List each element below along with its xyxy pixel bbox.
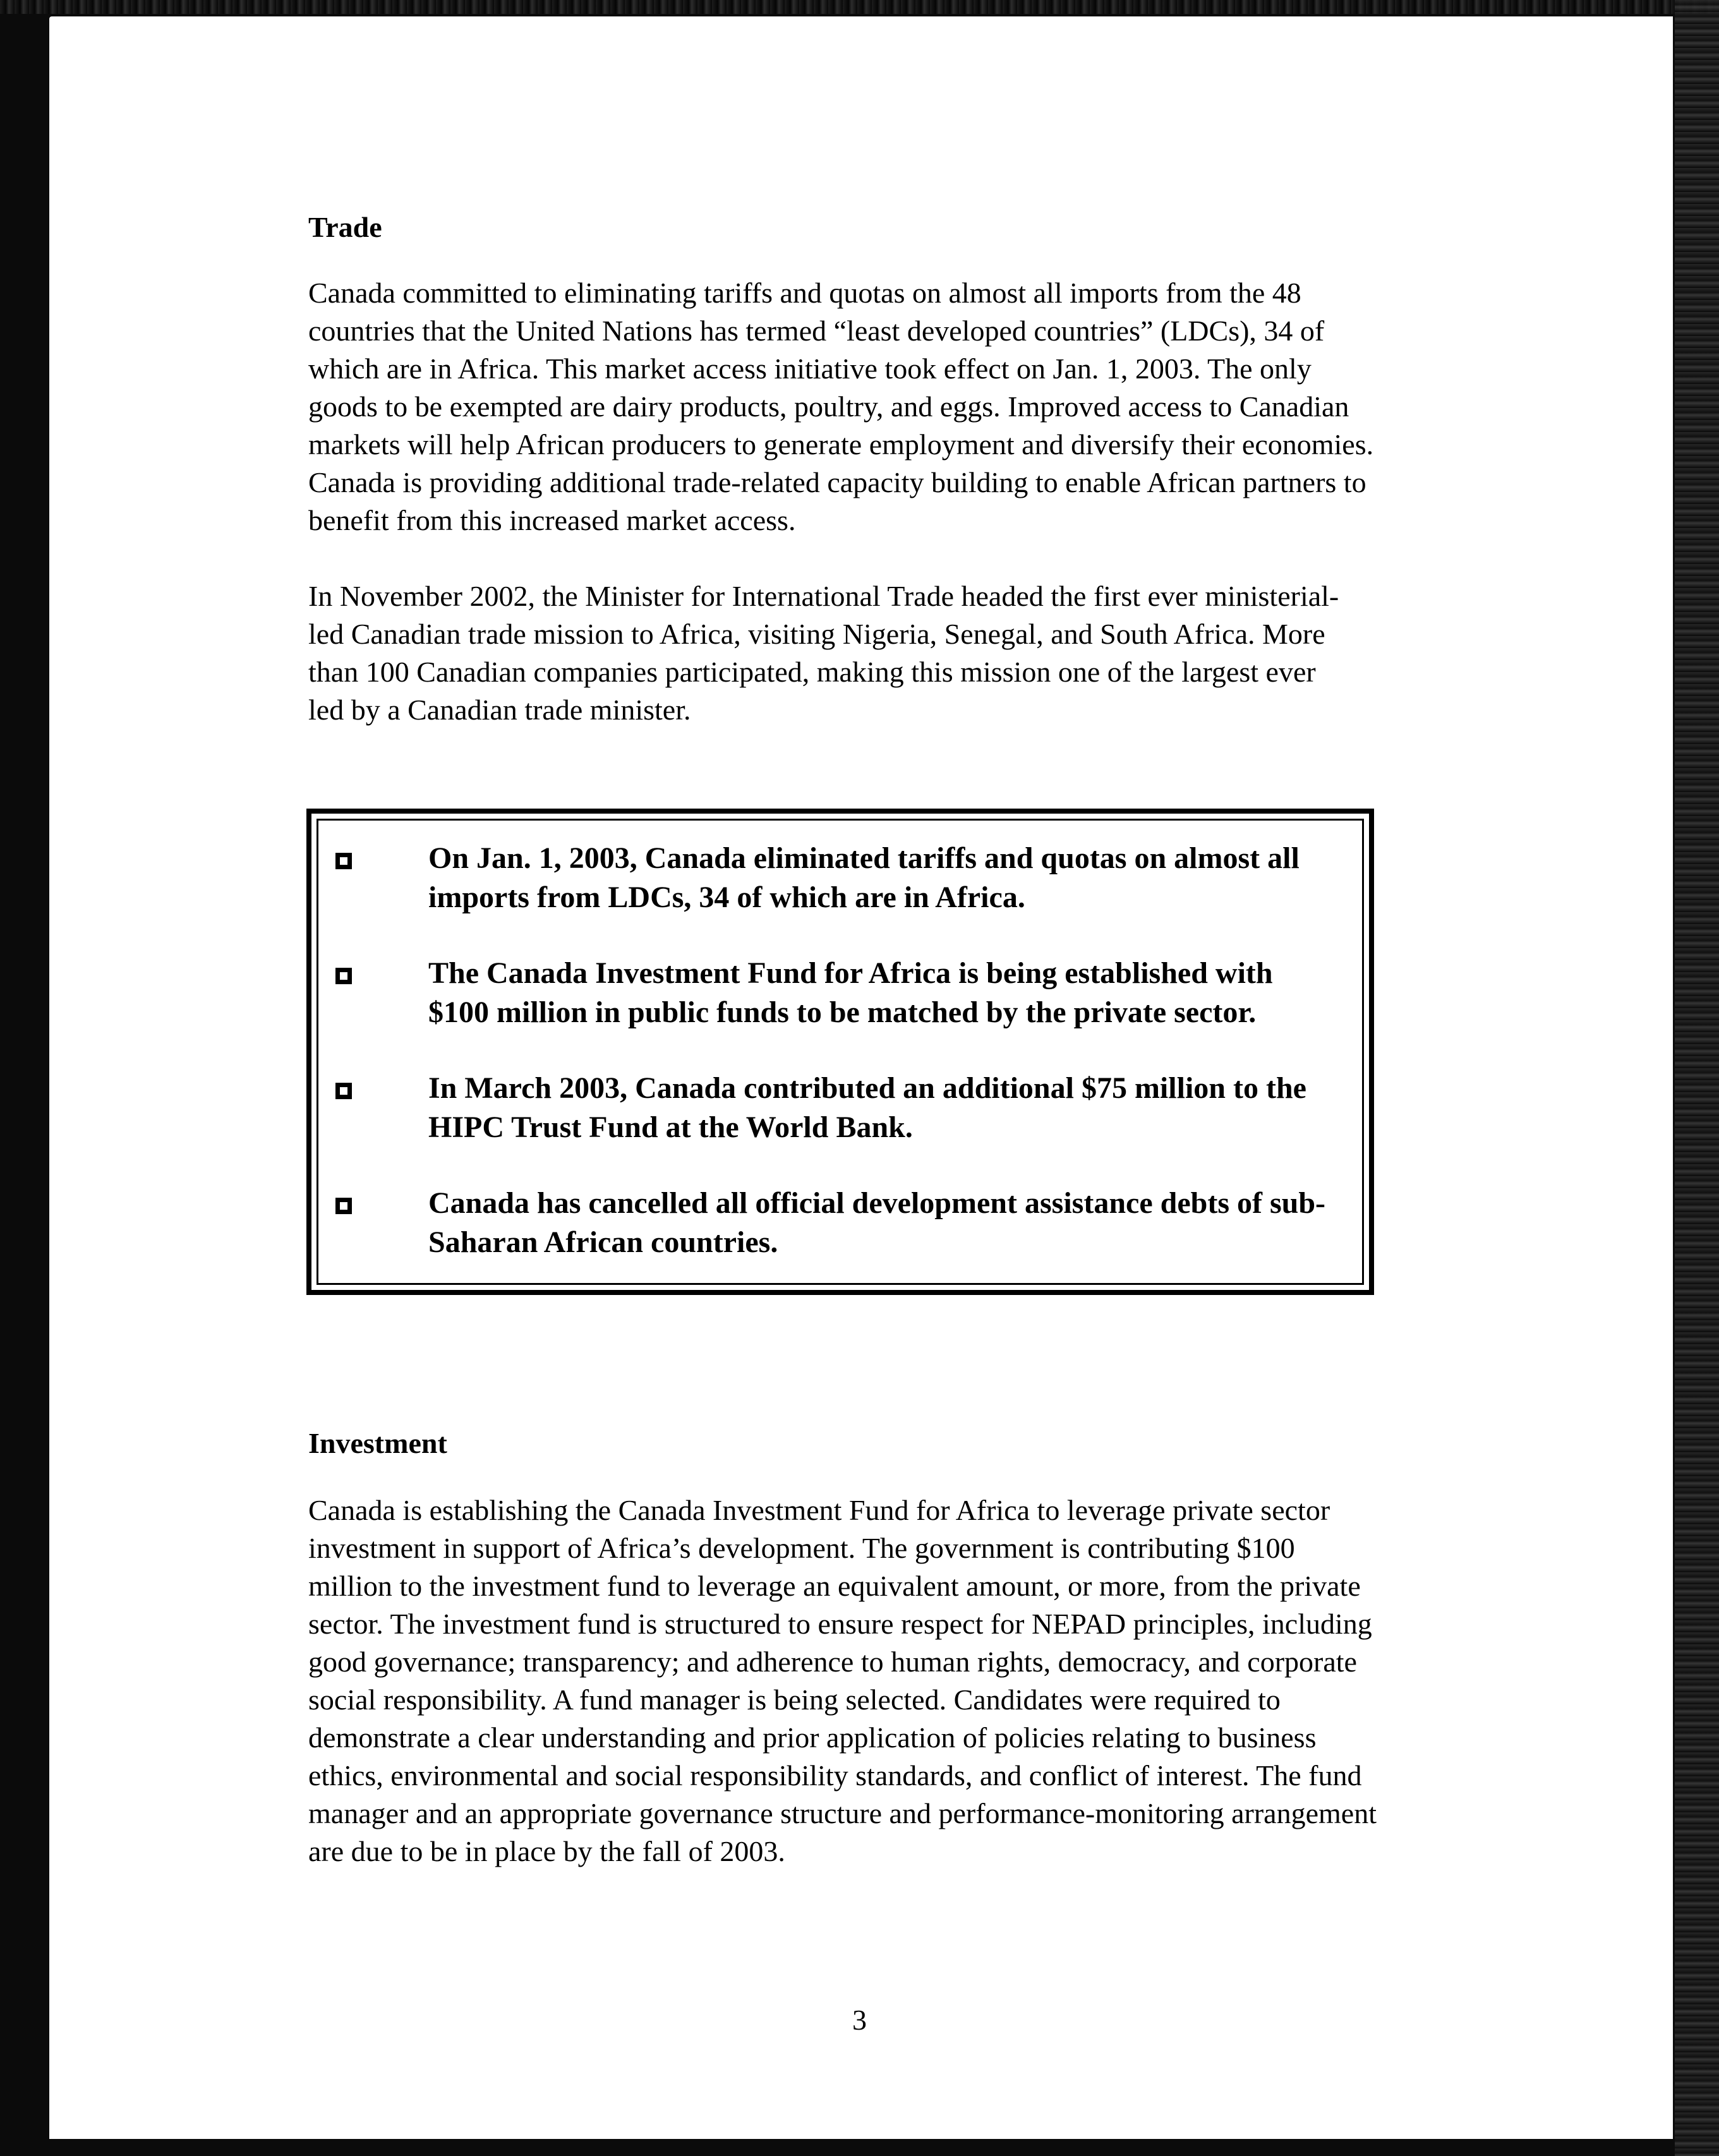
- scan-edge-top: [0, 0, 1719, 14]
- square-bullet-icon: [335, 968, 352, 984]
- highlight-item: [311, 1184, 1369, 1299]
- highlight-text: Canada has cancelled all official development assistance debts of sub-Saharan African countries.: [428, 1186, 1326, 1259]
- square-bullet-icon: [335, 1198, 352, 1214]
- trade-paragraph-1: Canada committed to eliminating tariffs and quotas on almost all imports from the 48 countries that the United Nations has termed “least developed countries” (LDCs), 34 of which are in Africa. This market access initiative took effect on Jan. 1, 2003. The only goods to be exempted are dairy products, poultry, and eggs. Improved access to Canadian markets will help African producers to generate employment and diversify their economies. Canada is providing additional trade-related capacity building to enable African partners to benefit from this increased market access.: [308, 277, 1374, 536]
- investment-heading: Investment: [308, 1427, 447, 1459]
- square-bullet-icon: [335, 1083, 352, 1099]
- highlight-item: [311, 839, 1369, 954]
- highlight-text: On Jan. 1, 2003, Canada eliminated tariffs and quotas on almost all imports from LDCs, 34 of which are in Africa.: [428, 841, 1300, 914]
- highlight-text: In March 2003, Canada contributed an additional $75 million to the HIPC Trust Fund at the World Bank.: [428, 1071, 1306, 1144]
- investment-paragraph: Canada is establishing the Canada Investment Fund for Africa to leverage private sector investment in support of Africa’s development. The government is contributing $100 million to the investment fund to leverage an equivalent amount, or more, from the private sector. The investment fund is structured to ensure respect for NEPAD principles, including good governance; transparency; and adherence to human rights, democracy, and corporate social responsibility. A fund manager is being selected. Candidates were required to demonstrate a clear understanding and prior application of policies relating to business ethics, environmental and social responsibility standards, and conflict of interest. The fund manager and an appropriate governance structure and performance-monitoring arrangement are due to be in place by the fall of 2003.: [308, 1494, 1377, 1867]
- investment-section: [308, 1424, 1382, 1870]
- trade-paragraph-2: In November 2002, the Minister for International Trade headed the first ever ministerial-led Canadian trade mission to Africa, visiting Nigeria, Senegal, and South Africa. More than 100 Canadian companies participated, making this mission one of the largest ever led by a Canadian trade minister.: [308, 580, 1339, 726]
- scan-edge-right: [1675, 0, 1719, 2156]
- highlight-text: The Canada Investment Fund for Africa is being established with $100 million in public funds to be matched by the private sector.: [428, 956, 1273, 1029]
- highlights-box: [306, 809, 1374, 1295]
- square-bullet-icon: [335, 853, 352, 869]
- highlights-list: [311, 839, 1369, 1299]
- highlight-item: [311, 1069, 1369, 1184]
- trade-section: [308, 190, 1433, 729]
- page-number: 3: [852, 2004, 867, 2036]
- trade-heading: Trade: [308, 211, 382, 243]
- highlight-item: [311, 954, 1369, 1069]
